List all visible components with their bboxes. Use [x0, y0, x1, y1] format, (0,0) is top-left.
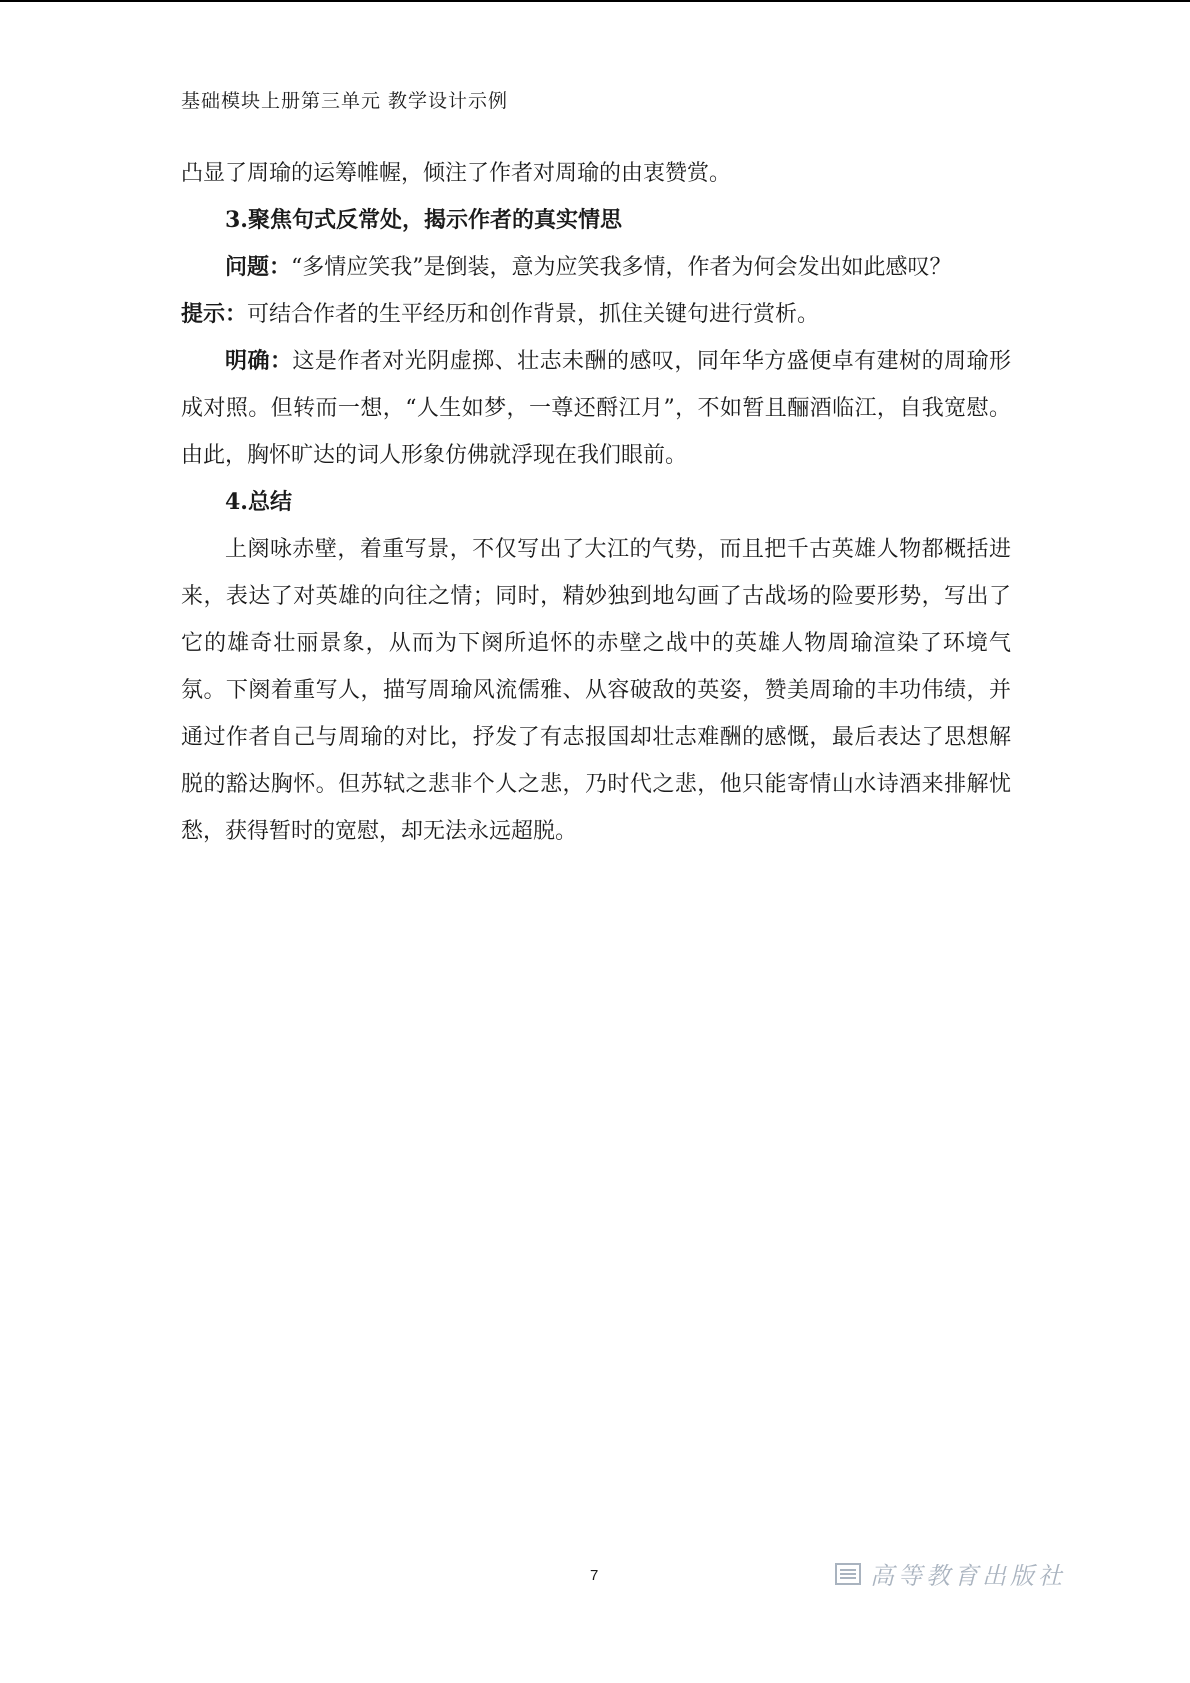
clarification-text: 这是作者对光阴虚掷、壮志未酬的感叹，同年华方盛便卓有建树的周瑜形成对照。但转而一想，“人生如梦，一尊还酹江月”，不如暂且酾酒临江，自我宽慰。由此，胸怀旷达的词人形象仿佛就浮现在我们眼前。 — [181, 349, 1011, 468]
page-number: 7 — [590, 1567, 599, 1584]
publisher-logo — [834, 1556, 1066, 1591]
section-heading-3: 3.聚焦句式反常处，揭示作者的真实情思 — [225, 207, 622, 233]
question-paragraph — [181, 244, 1011, 291]
hint-label: 提示： — [181, 301, 248, 327]
document-body — [181, 150, 1011, 855]
summary-paragraph: 上阕咏赤壁，着重写景，不仅写出了大江的气势，而且把千古英雄人物都概括进来，表达了对英雄的向往之情；同时，精妙独到地勾画了古战场的险要形势，写出了它的雄奇壮丽景象，从而为下阕所追怀的赤壁之战中的英雄人物周瑜渲染了环境气氛。下阕着重写人，描写周瑜风流儒雅、从容破敌的英姿，赞美周瑜的丰功伟绩，并通过作者自己与周瑜的对比，抒发了有志报国却壮志难酬的感慨，最后表达了思想解脱的豁达胸怀。但苏轼之悲非个人之悲，乃时代之悲，他只能寄情山水诗酒来排解忧愁，获得暂时的宽慰，却无法永远超脱。 — [181, 537, 1011, 844]
question-label: 问题： — [225, 254, 292, 280]
publisher-name: 高等教育出版社 — [870, 1562, 1066, 1590]
publisher-logo-icon — [834, 1560, 862, 1588]
top-rule — [0, 0, 1190, 2]
running-header: 基础模块上册第三单元 教学设计示例 — [181, 90, 509, 112]
clarification-label: 明确： — [225, 348, 293, 374]
paragraph-continuation: 凸显了周瑜的运筹帷幄，倾注了作者对周瑜的由衷赞赏。 — [181, 161, 732, 186]
section-heading-4: 4.总结 — [225, 489, 292, 515]
hint-paragraph — [181, 291, 1011, 338]
question-text: “多情应笑我”是倒装，意为应笑我多情，作者为何会发出如此感叹？ — [291, 255, 952, 280]
hint-text: 可结合作者的生平经历和创作背景，抓住关键句进行赏析。 — [247, 302, 820, 327]
clarification-paragraph — [181, 338, 1011, 479]
